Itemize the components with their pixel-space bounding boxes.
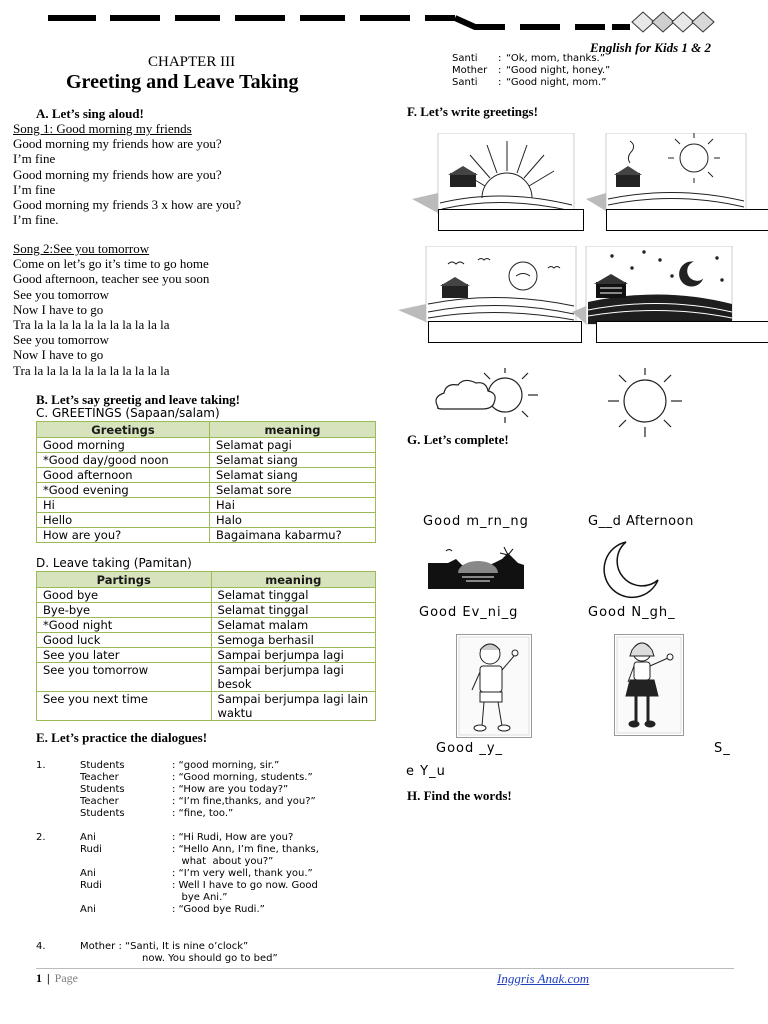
speaker: Teacher bbox=[80, 772, 119, 783]
fill-word-afternoon: G__d Afternoon bbox=[588, 514, 694, 529]
section-f-heading: F. Let’s write greetings! bbox=[407, 104, 538, 119]
section-b-heading: B. Let’s say greetig and leave taking! bbox=[36, 392, 241, 407]
table-row bbox=[37, 633, 376, 648]
column-header: meaning bbox=[211, 572, 375, 588]
table-header-row bbox=[37, 572, 376, 588]
song-line: Good afternoon, teacher see you soon bbox=[13, 271, 210, 287]
speaker: Mother bbox=[452, 65, 488, 76]
song-line: Good morning my friends how are you? bbox=[13, 136, 222, 152]
dialogue-line: : “fine, too.” bbox=[172, 808, 234, 819]
table-cell: Selamat tinggal bbox=[211, 603, 375, 618]
table-cell: Good afternoon bbox=[37, 468, 210, 483]
fill-word-see-you-b: e Y_u bbox=[406, 764, 446, 779]
table-row bbox=[37, 468, 376, 483]
section-c-heading: C. GREETINGS (Sapaan/salam) bbox=[36, 406, 220, 420]
page-label: Page bbox=[54, 971, 78, 985]
table-cell: See you tomorrow bbox=[37, 663, 212, 692]
speaker: Students bbox=[80, 808, 125, 819]
series-title: English for Kids 1 & 2 bbox=[590, 40, 712, 55]
header-decoration bbox=[0, 0, 768, 40]
speaker: Ani bbox=[80, 868, 96, 879]
fill-word-night: Good N_gh_ bbox=[588, 605, 676, 620]
speaker: Teacher bbox=[80, 796, 119, 807]
dialogue-line: : “Hi Rudi, How are you? bbox=[172, 832, 294, 843]
dialogue-line: : “good morning, sir.” bbox=[172, 760, 280, 771]
sunset-image bbox=[428, 545, 524, 593]
song-line: Good morning my friends how are you? bbox=[13, 166, 222, 182]
dialogue-line: Mother : “Santi, It is nine o’clock” bbox=[80, 941, 249, 952]
dialogue-line: bye Ani.” bbox=[172, 892, 228, 903]
page-separator: | bbox=[47, 971, 50, 985]
dialogue-4 bbox=[36, 941, 376, 965]
section-g-heading: G. Let’s complete! bbox=[407, 432, 509, 447]
speaker: Students bbox=[80, 760, 125, 771]
girl-waving-image bbox=[614, 634, 684, 736]
dialogue-1 bbox=[36, 760, 376, 820]
song-line: Now I have to go bbox=[13, 301, 104, 317]
separator: : bbox=[498, 77, 502, 88]
song2-title: Song 2:See you tomorrow bbox=[13, 241, 150, 256]
column-header: meaning bbox=[210, 422, 376, 438]
table-cell: *Good evening bbox=[37, 483, 210, 498]
song-line: Now I have to go bbox=[13, 347, 104, 363]
section-d-heading: D. Leave taking (Pamitan) bbox=[36, 556, 192, 570]
table-cell: *Good night bbox=[37, 618, 212, 633]
speaker: Ani bbox=[80, 904, 96, 915]
section-h-heading: H. Find the words! bbox=[407, 788, 512, 803]
table-cell: Sampai berjumpa lagi lain waktu bbox=[211, 692, 375, 721]
section-e-heading: E. Let’s practice the dialogues! bbox=[36, 730, 208, 745]
fill-word-evening: Good Ev_ni_g bbox=[419, 605, 519, 620]
dialogue-line: “Ok, mom, thanks.” bbox=[506, 53, 605, 64]
table-row bbox=[37, 453, 376, 468]
separator: : bbox=[498, 53, 502, 64]
song-line: Tra la la la la la la la la la la la bbox=[13, 317, 170, 333]
dialogue-line: : “I’m very well, thank you.” bbox=[172, 868, 313, 879]
table-cell: Selamat siang bbox=[210, 453, 376, 468]
dialogue-line: : Well I have to go now. Good bbox=[172, 880, 318, 891]
chapter-label: CHAPTER III bbox=[148, 54, 236, 70]
sun-icon bbox=[600, 365, 690, 440]
table-cell: Hi bbox=[37, 498, 210, 513]
table-cell: Semoga berhasil bbox=[211, 633, 375, 648]
boy-waving-image bbox=[456, 634, 532, 738]
dialogue-line: “Good night, honey.” bbox=[506, 65, 611, 76]
song-line: Tra la la la la la la la la la la la bbox=[13, 362, 170, 378]
greetings-table bbox=[36, 421, 376, 543]
table-cell: Good luck bbox=[37, 633, 212, 648]
crescent-moon-image bbox=[596, 538, 662, 600]
table-cell: Selamat siang bbox=[210, 468, 376, 483]
speaker: Ani bbox=[80, 832, 96, 843]
page-number bbox=[36, 971, 78, 986]
speaker: Rudi bbox=[80, 880, 102, 891]
answer-box-3[interactable] bbox=[428, 321, 582, 343]
column-header: Greetings bbox=[37, 422, 210, 438]
table-cell: *Good day/good noon bbox=[37, 453, 210, 468]
table-cell: Selamat malam bbox=[211, 618, 375, 633]
song1-title: Song 1: Good morning my friends bbox=[13, 121, 192, 136]
footer-rule bbox=[36, 968, 734, 969]
table-row bbox=[37, 513, 376, 528]
column-header: Partings bbox=[37, 572, 212, 588]
table-cell: Halo bbox=[210, 513, 376, 528]
table-cell: Selamat tinggal bbox=[211, 588, 375, 603]
table-cell: Bye-bye bbox=[37, 603, 212, 618]
dialogue-line: now. You should go to bed” bbox=[142, 953, 278, 964]
fill-word-morning: Good m_rn_ng bbox=[423, 514, 529, 529]
dialogue-line: : “Hello Ann, I’m fine, thanks, bbox=[172, 844, 319, 855]
table-cell: How are you? bbox=[37, 528, 210, 543]
dialogue-line: : “Good bye Rudi.” bbox=[172, 904, 265, 915]
speaker: Santi bbox=[452, 53, 478, 64]
dialogue-line: : “Good morning, students.” bbox=[172, 772, 313, 783]
dialogue-number: 2. bbox=[36, 832, 46, 843]
table-cell: Sampai berjumpa lagi bbox=[211, 648, 375, 663]
song-line: Good morning my friends 3 x how are you? bbox=[13, 197, 242, 213]
table-cell: Selamat sore bbox=[210, 483, 376, 498]
song-line: I’m fine bbox=[13, 181, 56, 197]
table-row bbox=[37, 498, 376, 513]
table-row bbox=[37, 528, 376, 543]
song-line: I’m fine bbox=[13, 151, 56, 167]
table-row bbox=[37, 588, 376, 603]
dialogue-line: “Good night, mom.” bbox=[506, 77, 607, 88]
song-line: I’m fine. bbox=[13, 212, 59, 228]
song2-block bbox=[13, 241, 373, 378]
top-dialogue bbox=[452, 53, 692, 89]
table-cell: Hai bbox=[210, 498, 376, 513]
speaker: Rudi bbox=[80, 844, 102, 855]
table-row bbox=[37, 438, 376, 453]
table-cell: Hello bbox=[37, 513, 210, 528]
answer-box-2[interactable] bbox=[606, 209, 768, 231]
section-a-heading: A. Let’s sing aloud! bbox=[36, 106, 144, 121]
table-row bbox=[37, 692, 376, 721]
table-row bbox=[37, 648, 376, 663]
speaker: Santi bbox=[452, 77, 478, 88]
table-row bbox=[37, 603, 376, 618]
table-cell: See you later bbox=[37, 648, 212, 663]
dialogue-number: 1. bbox=[36, 760, 46, 771]
dialogue-line: : “How are you today?” bbox=[172, 784, 289, 795]
dialogue-line: what about you?” bbox=[172, 856, 274, 867]
page-title: Greeting and Leave Taking bbox=[66, 71, 299, 93]
table-cell: Bagaimana kabarmu? bbox=[210, 528, 376, 543]
table-row bbox=[37, 483, 376, 498]
table-cell: See you next time bbox=[37, 692, 212, 721]
page-number-value: 1 bbox=[36, 971, 42, 985]
table-header-row bbox=[37, 422, 376, 438]
table-cell: Good bye bbox=[37, 588, 212, 603]
answer-box-1[interactable] bbox=[438, 209, 584, 231]
fill-word-bye: Good _y_ bbox=[436, 741, 504, 756]
separator: : bbox=[498, 65, 502, 76]
speaker: Students bbox=[80, 784, 125, 795]
cloud-sun-icon bbox=[430, 367, 550, 427]
table-cell: Sampai berjumpa lagi besok bbox=[211, 663, 375, 692]
table-cell: Selamat pagi bbox=[210, 438, 376, 453]
table-row bbox=[37, 618, 376, 633]
song-line: Come on let’s go it’s time to go home bbox=[13, 256, 209, 272]
dialogue-2 bbox=[36, 832, 376, 916]
dialogue-number: 4. bbox=[36, 941, 46, 952]
fill-word-see-you-a: S_ bbox=[714, 741, 731, 756]
table-row bbox=[37, 663, 376, 692]
dialogue-line: : “I’m fine,thanks, and you?” bbox=[172, 796, 316, 807]
song-line: See you tomorrow bbox=[13, 332, 110, 348]
table-cell: Good morning bbox=[37, 438, 210, 453]
song-line: See you tomorrow bbox=[13, 286, 110, 302]
song1-block bbox=[13, 121, 373, 227]
footer-site-link[interactable]: Inggris Anak.com bbox=[497, 971, 590, 986]
answer-box-4[interactable] bbox=[596, 321, 768, 343]
partings-table bbox=[36, 571, 376, 721]
